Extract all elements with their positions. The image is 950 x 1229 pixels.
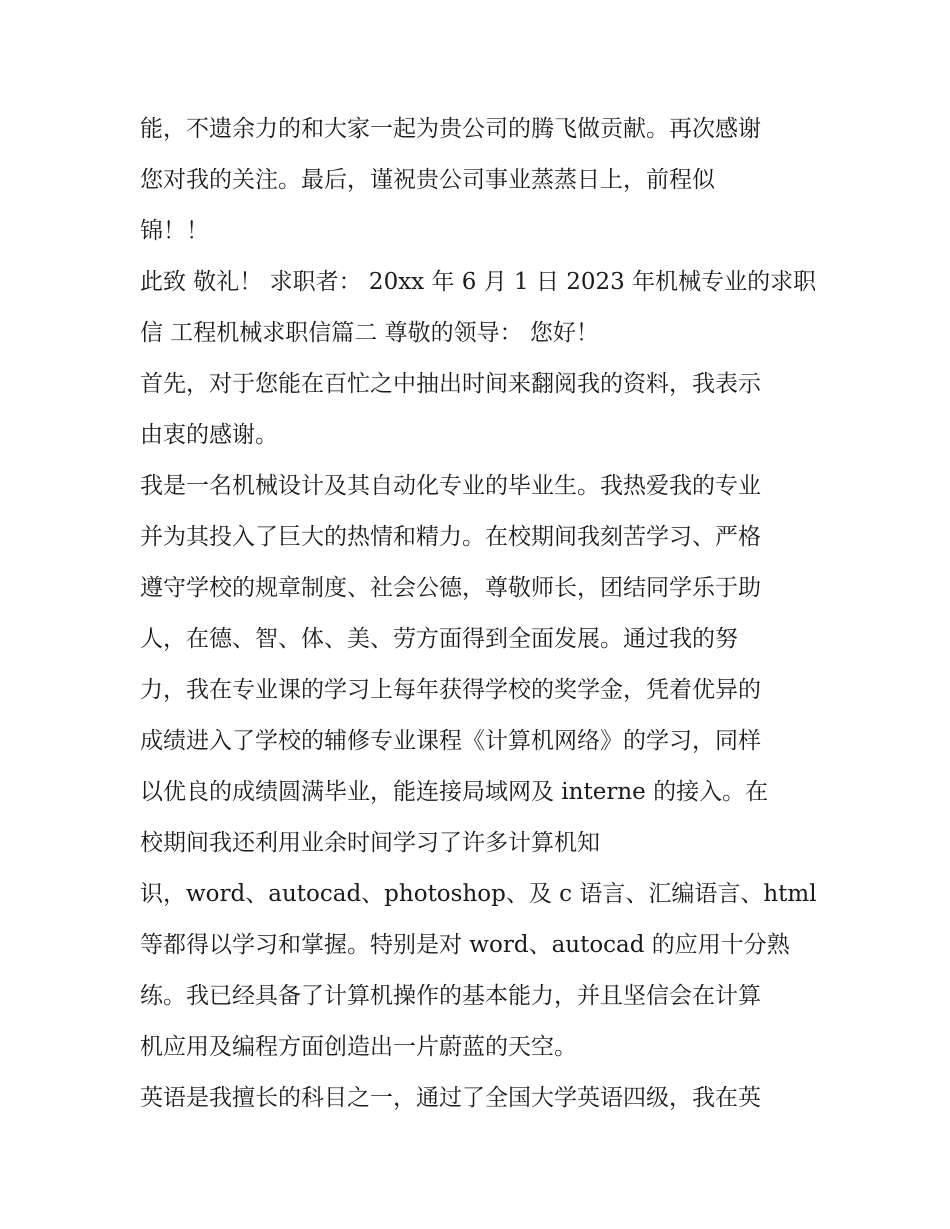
text-line: 此致 敬礼！ 求职者： 20xx 年 6 月 1 日 2023 年机械专业的求职 — [140, 269, 817, 295]
text-line: 机应用及编程方面创造出一片蔚蓝的天空。 — [140, 1034, 577, 1060]
text-line: 您对我的关注。最后，谨祝贵公司事业蒸蒸日上，前程似 — [140, 167, 715, 193]
paragraph-introduction — [140, 461, 820, 1073]
text-line: 等都得以学习和掌握。特别是对 word、autocad 的应用十分熟 — [140, 932, 790, 958]
text-line: 识，word、autocad、photoshop、及 c 语言、汇编语言、html — [140, 881, 817, 907]
text-line: 我是一名机械设计及其自动化专业的毕业生。我热爱我的专业 — [140, 473, 761, 499]
paragraph-closing — [140, 104, 820, 257]
text-line: 英语是我擅长的科目之一，通过了全国大学英语四级，我在英 — [140, 1085, 761, 1111]
text-line: 首先，对于您能在百忙之中抽出时间来翻阅我的资料，我表示 — [140, 371, 761, 397]
text-line: 人，在德、智、体、美、劳方面得到全面发展。通过我的努 — [140, 626, 738, 652]
text-line: 以优良的成绩圆满毕业，能连接局域网及 interne 的接入。在 — [140, 779, 769, 805]
text-line: 能，不遗余力的和大家一起为贵公司的腾飞做贡献。再次感谢 — [140, 116, 761, 142]
paragraph-thanks — [140, 359, 820, 461]
text-line: 由衷的感谢。 — [140, 422, 278, 448]
text-line: 校期间我还利用业余时间学习了许多计算机知 — [140, 830, 600, 856]
document-body — [140, 104, 820, 1124]
text-line: 练。我已经具备了计算机操作的基本能力，并且坚信会在计算 — [140, 983, 761, 1009]
text-line: 遵守学校的规章制度、社会公德，尊敬师长，团结同学乐于助 — [140, 575, 761, 601]
text-line: 信 工程机械求职信篇二 尊敬的领导： 您好！ — [140, 320, 599, 346]
text-line: 成绩进入了学校的辅修专业课程《计算机网络》的学习，同样 — [140, 728, 761, 754]
text-line: 力，我在专业课的学习上每年获得学校的奖学金，凭着优异的 — [140, 677, 761, 703]
text-line: 锦！！ — [140, 218, 209, 244]
paragraph-english — [140, 1073, 820, 1124]
paragraph-signature — [140, 257, 820, 359]
text-line: 并为其投入了巨大的热情和精力。在校期间我刻苦学习、严格 — [140, 524, 761, 550]
